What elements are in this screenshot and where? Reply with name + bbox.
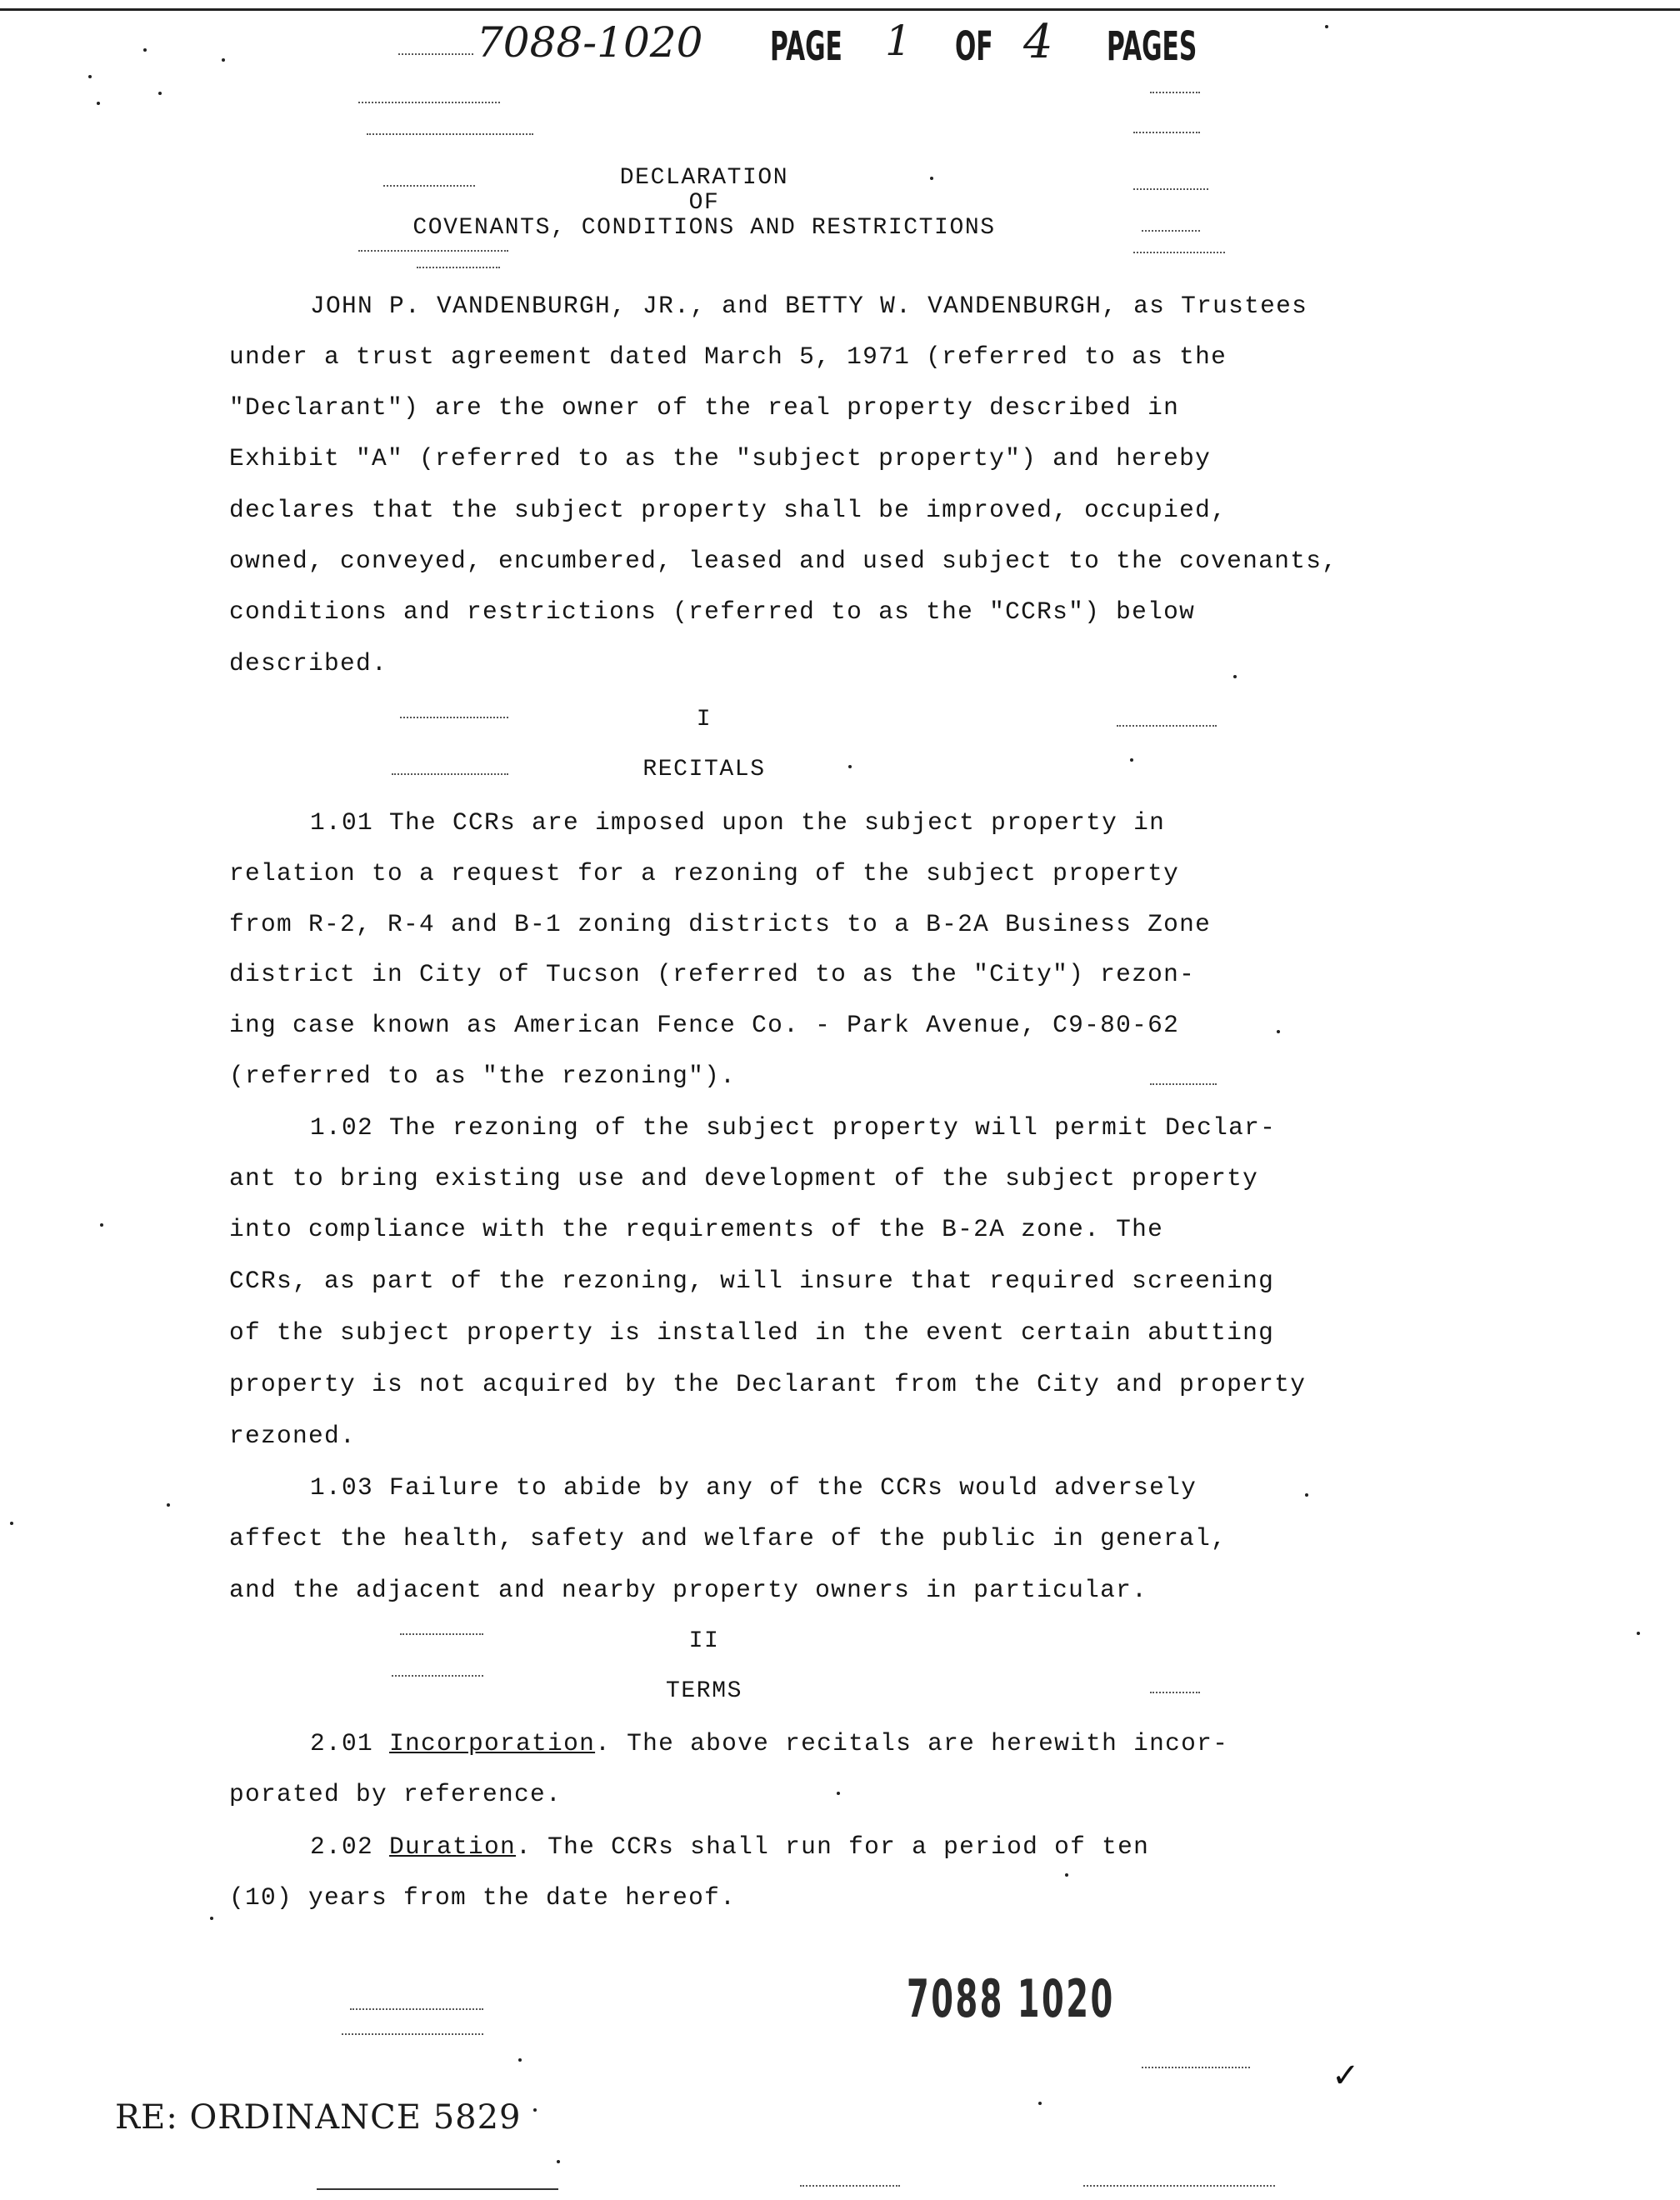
scan-speck [1637, 1632, 1640, 1635]
scan-speck [1233, 675, 1237, 678]
term-2-01-text: . The above recitals are herewith incor- [595, 1729, 1229, 1758]
recital-1-01-line: 1.01 The CCRs are imposed upon the subject property in [310, 808, 1166, 837]
scan-speck [10, 1522, 13, 1525]
intro-line: JOHN P. VANDENBURGH, JR., and BETTY W. VANDENBURGH, as Trustees [310, 292, 1308, 320]
scan-noise [400, 1633, 483, 1635]
pages-label: PAGES [1107, 23, 1198, 70]
scan-speck [97, 102, 100, 105]
term-2-01 [310, 1729, 1228, 1758]
scan-noise [392, 1675, 483, 1677]
scan-speck [100, 1223, 103, 1227]
scan-noise [350, 2008, 483, 2010]
page-total-handwritten: 4 [1023, 15, 1053, 69]
term-2-02-line-2: (10) years from the date hereof. [229, 1883, 737, 1912]
scan-speck [1065, 1873, 1068, 1877]
scan-noise [1150, 1692, 1200, 1693]
scan-speck [848, 765, 852, 768]
scan-noise [1083, 2185, 1275, 2187]
scan-speck [1038, 2102, 1042, 2105]
term-2-02 [310, 1832, 1149, 1861]
scan-noise [367, 133, 533, 135]
section-2-heading: TERMS [665, 1678, 742, 1704]
recital-1-02-line: 1.02 The rezoning of the subject property will permit Declar- [310, 1113, 1277, 1142]
scan-speck [557, 2160, 560, 2163]
scan-speck [930, 177, 933, 180]
recital-1-02-line: into compliance with the requirements of the B-2A zone. The [229, 1215, 1164, 1243]
page-number-handwritten: 1 [885, 17, 912, 65]
title-line-2: OF [688, 190, 720, 216]
scan-noise [1133, 132, 1200, 133]
term-2-01-number: 2.01 [310, 1729, 374, 1758]
recital-1-01-line: from R-2, R-4 and B-1 zoning districts to a B-2A Business Zone [229, 910, 1212, 938]
intro-line: Exhibit "A" (referred to as the "subject property") and hereby [229, 444, 1212, 472]
scan-noise [342, 2033, 483, 2035]
scan-speck [143, 48, 147, 52]
scan-speck [158, 92, 162, 95]
term-2-02-title: Duration [389, 1832, 517, 1861]
top-border-line [0, 8, 1680, 11]
scan-speck [222, 58, 225, 62]
recital-1-02-line: ant to bring existing use and development of the subject property [229, 1164, 1259, 1192]
check-mark-icon: ✓ [1332, 2057, 1360, 2095]
recital-1-02-line: rezoned. [229, 1422, 357, 1450]
recital-1-02-line: property is not acquired by the Declarant from the City and property [229, 1370, 1307, 1398]
scan-noise [392, 773, 508, 775]
docket-stamp: 7088 1020 [907, 1968, 1115, 2029]
ordinance-note-handwritten: RE: ORDINANCE 5829 [115, 2098, 522, 2137]
scan-speck [88, 75, 92, 78]
section-1-heading: RECITALS [642, 757, 766, 782]
scan-noise [1133, 188, 1208, 190]
intro-line: conditions and restrictions (referred to as the "CCRs") below [229, 598, 1196, 626]
scan-noise [417, 267, 500, 268]
recital-1-02-line: CCRs, as part of the rezoning, will insure that required screening [229, 1267, 1275, 1295]
recital-1-01-line: relation to a request for a rezoning of the subject property [229, 859, 1180, 888]
scan-noise [1142, 2067, 1250, 2068]
intro-line: "Declarant") are the owner of the real property described in [229, 393, 1180, 422]
recital-1-03-line: and the adjacent and nearby property owners in particular. [229, 1576, 1148, 1604]
bottom-rule [317, 2188, 558, 2190]
intro-line: under a trust agreement dated March 5, 1971 (referred to as the [229, 342, 1228, 371]
recital-1-01-line: (referred to as "the rezoning"). [229, 1062, 737, 1090]
scan-speck [210, 1917, 213, 1920]
recital-1-02-line: of the subject property is installed in the event certain abutting [229, 1318, 1275, 1347]
intro-line: described. [229, 649, 388, 678]
page-label: PAGE [770, 23, 842, 70]
intro-line: owned, conveyed, encumbered, leased and used subject to the covenants, [229, 547, 1338, 575]
title-line-3: COVENANTS, CONDITIONS AND RESTRICTIONS [412, 215, 996, 241]
term-2-02-number: 2.02 [310, 1832, 374, 1861]
recital-1-01-line: district in City of Tucson (referred to as the "City") rezon- [229, 960, 1196, 988]
section-2-numeral: II [688, 1628, 720, 1654]
scan-noise [358, 250, 508, 252]
title-line-1: DECLARATION [619, 165, 789, 191]
scan-speck [1305, 1493, 1308, 1497]
recital-1-01-line: ing case known as American Fence Co. - Park Avenue, C9-80-62 [229, 1011, 1180, 1039]
doc-number-handwritten: 7088-1020 [477, 18, 703, 67]
scan-noise [1150, 1083, 1217, 1085]
term-2-02-text: . The CCRs shall run for a period of ten [516, 1832, 1150, 1861]
scan-speck [1130, 758, 1133, 762]
scan-noise [400, 717, 508, 718]
scan-speck [533, 2108, 537, 2112]
scan-speck [518, 2058, 522, 2062]
scan-noise [800, 2185, 900, 2187]
scan-speck [837, 1792, 840, 1795]
scan-noise [1133, 252, 1225, 253]
section-1-numeral: I [696, 707, 712, 732]
scan-noise [1117, 725, 1217, 727]
intro-line: declares that the subject property shall be improved, occupied, [229, 496, 1228, 524]
scan-speck [1325, 25, 1328, 28]
of-label: OF [955, 23, 993, 70]
scan-noise [398, 53, 473, 55]
scan-noise [1142, 230, 1200, 232]
scan-noise [383, 185, 475, 187]
scan-speck [167, 1503, 170, 1507]
recital-1-03-line: affect the health, safety and welfare of the public in general, [229, 1524, 1228, 1552]
term-2-01-line-2: porated by reference. [229, 1780, 562, 1808]
scan-speck [1277, 1030, 1280, 1033]
scan-noise [1150, 92, 1200, 93]
recital-1-03-line: 1.03 Failure to abide by any of the CCRs would adversely [310, 1473, 1198, 1502]
scan-noise [358, 102, 500, 103]
term-2-01-title: Incorporation [389, 1729, 596, 1758]
